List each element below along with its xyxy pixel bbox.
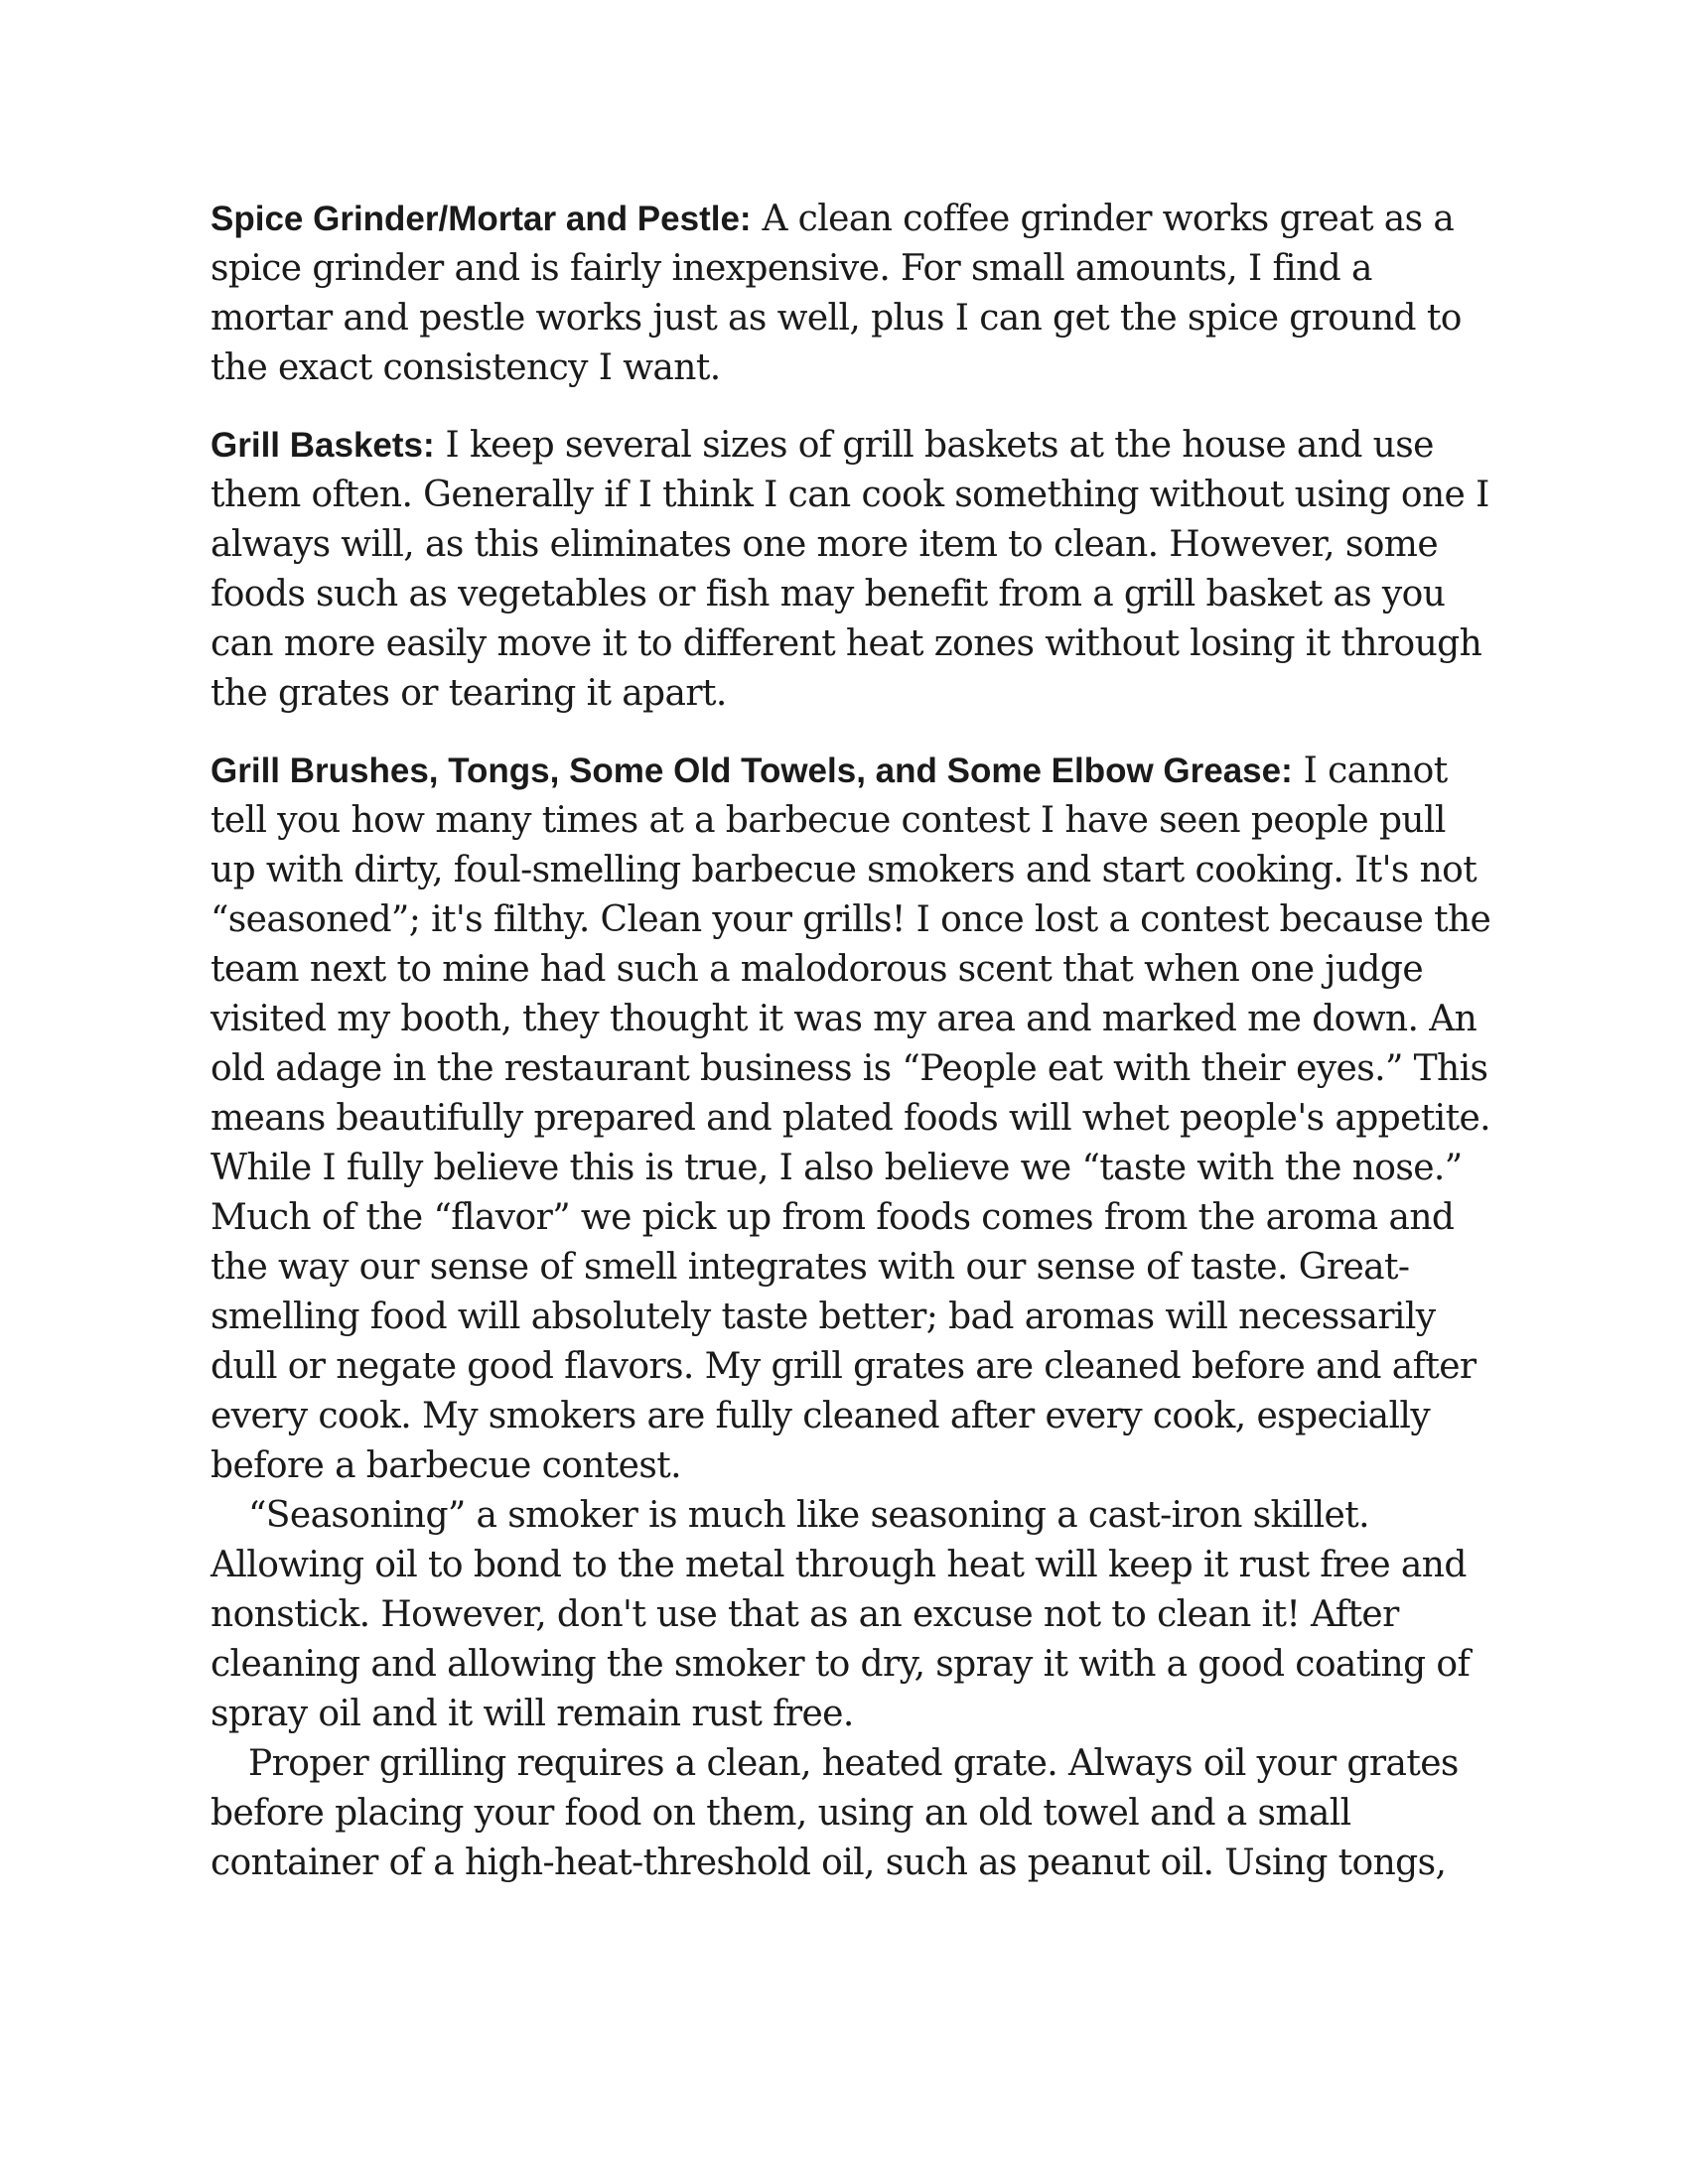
entry-text: A clean coffee grinder works great as a spice grinder and is fairly inexpensive. For small amounts, I find a mortar and pestle works just as well, plus I can get the spice ground to the exact consistency I want. — [211, 199, 1462, 388]
entry-text: I keep several sizes of grill baskets at the house and use them often. Generally if I think I can cook something without using one I always will, as this eliminates one more item to clean. However, some foods such as vegetables or fish may benefit from a grill basket as you can more easily move it to different heat zones without losing it through the grates or tearing it apart. — [211, 425, 1489, 714]
entry-term: Spice Grinder/Mortar and Pestle: — [211, 200, 752, 238]
page-body — [211, 195, 1491, 1888]
entry-spice-grinder — [211, 195, 1491, 393]
entry-grill-brushes — [211, 747, 1491, 1491]
entry-term: Grill Baskets: — [211, 426, 435, 465]
paragraph-proper-grilling: Proper grilling requires a clean, heated grate. Always oil your grates before placing your food on them, using an old towel and a small container of a high-heat-threshold oil, such as peanut oil. Using tongs, — [211, 1743, 1459, 1883]
entry-term: Grill Brushes, Tongs, Some Old Towels, and Some Elbow Grease: — [211, 751, 1293, 790]
entry-grill-baskets — [211, 421, 1491, 719]
entry-text: I cannot tell you how many times at a barbecue contest I have seen people pull up with dirty, foul-smelling barbecue smokers and start cooking. It's not “seasoned”; it's filthy. Clean your grills! I once lost a contest because the team next to mine had such a malodorous scent that when one judge visited my booth, they thought it was my area and marked me down. An old adage in the restaurant business is “People eat with their eyes.” This means beautifully prepared and plated foods will whet people's appetite. While I fully believe this is true, I also believe we “taste with the nose.” Much of the “flavor” we pick up from foods comes from the aroma and the way our sense of smell integrates with our sense of taste. Great-smelling food will absolutely taste better; bad aromas will necessarily dull or negate good flavors. My grill grates are cleaned before and after every cook. My smokers are fully cleaned after every cook, especially before a barbecue contest. — [211, 751, 1491, 1486]
paragraph-seasoning: “Seasoning” a smoker is much like seasoning a cast-iron skillet. Allowing oil to bond to the metal through heat will keep it rust free and nonstick. However, don't use that as an excuse not to clean it! After cleaning and allowing the smoker to dry, spray it with a good coating of spray oil and it will remain rust free. — [211, 1495, 1471, 1734]
